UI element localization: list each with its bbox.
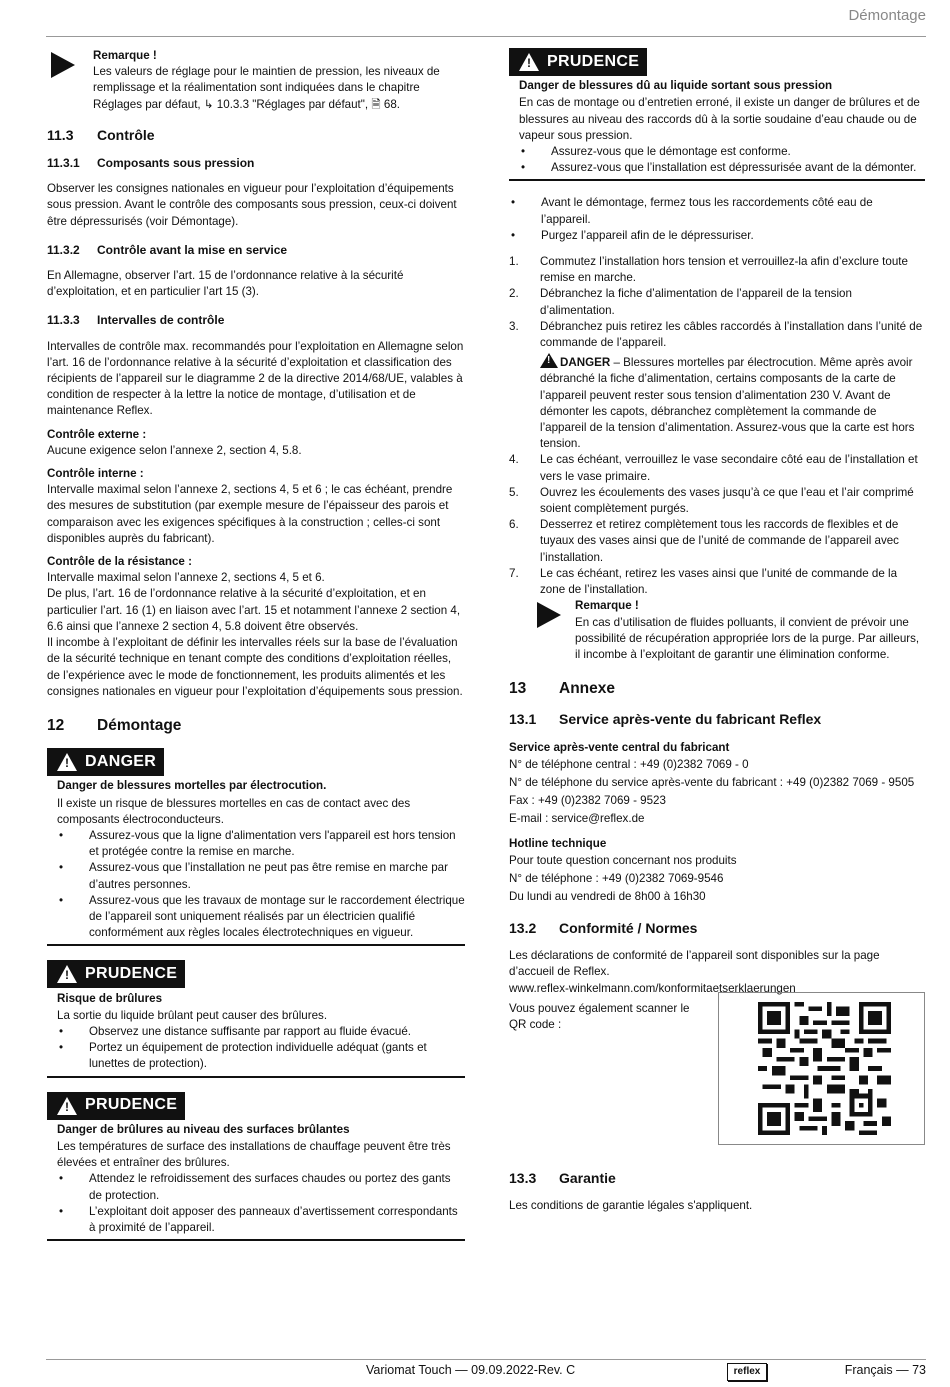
paragraph: Aucune exigence selon l’annexe 2, section 4, 5.8.	[47, 443, 302, 457]
paragraph: Intervalle maximal selon l’annexe 2, sections 4, 5 et 6.	[47, 571, 325, 585]
warn-title: Risque de brûlures	[57, 991, 163, 1005]
hotline-title: Hotline technique	[509, 836, 607, 850]
note-text: En cas d’utilisation de fluides polluants, il convient de prévoir une possibilité de récupération appropriée lors de la purge. Par ailleurs, il incombe à l’exploitant de garantir une élimination conforme.	[575, 615, 920, 661]
left-column	[47, 48, 465, 1255]
list-item: • L’exploitant doit apposer des panneaux d’avertissement correspondants à proximité de l’appareil.	[57, 1204, 465, 1236]
danger-label: ! DANGER	[47, 748, 164, 776]
footer-doc-title: Variomat Touch — 09.09.2022-Rev. C	[366, 1363, 576, 1377]
paragraph: Les déclarations de conformité de l’appareil sont disponibles sur la page d’accueil de Reflex.	[509, 949, 880, 979]
list-item: • Observez une distance suffisante par rapport au fluide évacué.	[57, 1024, 465, 1040]
section-heading: 13.1 Service après-vente du fabricant Reflex	[509, 711, 822, 728]
list-item: • Assurez-vous que le démontage est conforme.	[519, 144, 925, 160]
note-box	[533, 598, 925, 663]
list-item: • Assurez-vous que l’installation est dépressurisée avant de la démonter.	[519, 160, 925, 176]
header-divider	[46, 36, 926, 37]
warn-title: Danger de blessures mortelles par électrocution.	[57, 779, 327, 793]
subsection-heading: 11.3.1 Composants sous pression	[47, 156, 255, 171]
note-text: Les valeurs de réglage pour le maintien de pression, les niveaux de remplissage et la réalimentation sont indiquées dans le chapitre Réglages par défaut, ↳ 10.3.3 "Réglages par défaut", 🗎 68.	[93, 65, 440, 111]
right-column	[509, 48, 925, 1033]
paragraph: Il incombe à l’exploitant de définir les intervalles réels sur la base de l’évaluation de la sécurité technique en tenant compte des conditions d’exploitation réelles, de l’expérience avec le mode de fonctionnement, les produits alimentés et les consignes nationales en vigueur pour l’exploitation d’équipements sous pression.	[47, 636, 463, 698]
qr-caption: Vous pouvez également scanner le QR code :	[509, 1001, 690, 1031]
step-item: 2. Débranchez la fiche d’alimentation de l’appareil de la tension d’alimentation.	[509, 287, 852, 317]
list-item: • Portez un équipement de protection individuelle adéquat (gants et lunettes de protection).	[57, 1040, 465, 1072]
warn-title: Danger de brûlures au niveau des surfaces brûlantes	[57, 1122, 350, 1136]
danger-box	[47, 748, 465, 946]
res-title: Contrôle de la résistance :	[47, 555, 192, 569]
warning-icon: !	[57, 1097, 77, 1115]
inline-danger-note: ! DANGER – Blessures mortelles par électrocution. Même après avoir débranché la fiche d’alimentation, certains composants de la carte de l’appareil peuvent rester sous tension d’alimentation 230 V. Avant de démonter les capots, débranchez complètement la commande de l’appareil de la tension d’alimentation. Assurez-vous que la carte est hors tension.	[540, 355, 915, 451]
caution-label: ! PRUDENCE	[47, 960, 185, 988]
warning-icon: !	[540, 353, 558, 368]
subsection-heading: 11.3.2 Contrôle avant la mise en service	[47, 242, 288, 257]
contact-line: Du lundi au vendredi de 8h00 à 16h30	[509, 889, 706, 903]
conformity-url[interactable]: www.reflex-winkelmann.com/konformitaetserklaerungen	[509, 981, 796, 995]
step-item: 3. Débranchez puis retirez les câbles raccordés à l’installation dans l’unité de commande de l’appareil.	[509, 319, 923, 350]
warning-icon: !	[519, 53, 539, 71]
warning-icon: !	[57, 965, 77, 983]
contact-line: Fax : +49 (0)2382 7069 - 9523	[509, 793, 666, 807]
contact-line: N° de téléphone du service après-vente du fabricant : +49 (0)2382 7069 - 9505	[509, 775, 915, 789]
section-heading: 13.3 Garantie	[509, 1170, 616, 1186]
section-heading: 11.3 Contrôle	[47, 126, 155, 143]
caution-box	[47, 960, 465, 1077]
note-arrow-icon	[537, 602, 561, 628]
contact-line: E-mail : service@reflex.de	[509, 811, 645, 825]
contact-line: N° de téléphone : +49 (0)2382 7069-9546	[509, 871, 724, 885]
note-title: Remarque !	[575, 599, 639, 613]
list-item: • Assurez-vous que l’installation ne peut pas être remise en marche par d’autres personnes.	[57, 860, 465, 892]
step-item: 1. Commutez l’installation hors tension et verrouillez-la afin d’exclure toute remise en marche.	[509, 255, 908, 285]
section-heading: 12 Démontage	[47, 716, 182, 734]
paragraph: Les conditions de garantie légales s'appliquent.	[509, 1199, 753, 1213]
footer-page-number: Français — 73	[844, 1363, 926, 1377]
caution-label: ! PRUDENCE	[509, 48, 647, 76]
qr-code-frame	[718, 992, 925, 1145]
subsection-heading: 11.3.3 Intervalles de contrôle	[47, 313, 225, 328]
reflex-logo: reflex	[727, 1363, 767, 1381]
contact-line: N° de téléphone central : +49 (0)2382 7069 - 0	[509, 757, 749, 771]
caution-box	[47, 1092, 465, 1242]
header-section-title: Démontage	[848, 7, 926, 24]
list-item: • Attendez le refroidissement des surfaces chaudes ou portez des gants de protection.	[57, 1171, 465, 1203]
list-item: • Assurez-vous que la ligne d'alimentation vers l'appareil est hors tension et protégée contre la remise en marche.	[57, 828, 465, 860]
warn-text: La sortie du liquide brûlant peut causer des brûlures.	[57, 1008, 328, 1022]
contact-line: Pour toute question concernant nos produits	[509, 853, 737, 867]
list-item: • Assurez-vous que les travaux de montage sur le raccordement électrique de l’appareil sont uniquement réalisés par un électricien qualifié conformément aux règles locales électrotechniques en vigueur.	[57, 893, 465, 942]
step-item: 5. Ouvrez les écoulements des vases jusqu’à ce que l’eau et l’air comprimé soient complètement purgés.	[509, 485, 914, 516]
paragraph: En Allemagne, observer l’art. 15 de l’ordonnance relative à la sécurité d’exploitation, et en particulier l’art 15 (3).	[47, 269, 404, 299]
qr-code-icon[interactable]	[758, 1002, 891, 1135]
step-item: 4. Le cas échéant, verrouillez le vase secondaire côté eau de l’installation et vers le vase primaire.	[509, 453, 918, 483]
int-title: Contrôle interne :	[47, 467, 144, 481]
step-item: 6. Desserrez et retirez complètement tous les raccords de flexibles et de tuyaux des vases ainsi que de l’unité de commande de l’appareil avec l’installation.	[509, 518, 899, 564]
warning-icon: !	[57, 753, 77, 771]
note-box	[47, 48, 465, 113]
section-heading: 13.2 Conformité / Normes	[509, 919, 698, 936]
paragraph: De plus, l’art. 16 de l’ordonnance relative à la sécurité d’exploitation, et en particulier l’art. 16 (1) en liaison avec l’art. 15 et notamment l’annexe 2 section 4, 6.6 ainsi que l’annexe 2 section 4, 5.8 doivent être observés.	[47, 587, 461, 633]
note-title: Remarque !	[93, 49, 157, 62]
caution-box	[509, 48, 925, 181]
footer-divider	[46, 1359, 926, 1360]
step-item: 7. Le cas échéant, retirez les vases ainsi que l’unité de commande de la zone de l’installation.	[509, 566, 898, 597]
warn-title: Danger de blessures dû au liquide sortant sous pression	[519, 79, 833, 93]
list-item: • Purgez l’appareil afin de le dépressuriser.	[509, 228, 925, 244]
note-arrow-icon	[51, 52, 75, 78]
paragraph: Observer les consignes nationales en vigueur pour l’exploitation d’équipements sous pression. Avant le contrôle des composants sous pression, ceux-ci doivent être dépressurisés (voir Démontage).	[47, 182, 457, 228]
svc-title: Service après-vente central du fabricant	[509, 740, 730, 754]
paragraph: Intervalles de contrôle max. recommandés pour l’exploitation en Allemagne selon l’art. 16 de l’ordonnance relative à la sécurité d’exploitation et classification des récipients de l’appareil sur le diagramme 2 de la directive 2014/68/UE, valables à condition de respecter à la lettre la notice de montage, d’utilisation et de maintenance Reflex.	[47, 339, 464, 418]
caution-label: ! PRUDENCE	[47, 1092, 185, 1120]
warn-text: Les températures de surface des installations de chauffage peuvent être très élevées et entraîner des brûlures.	[57, 1139, 451, 1170]
ext-title: Contrôle externe :	[47, 427, 147, 441]
section-heading: 13 Annexe	[509, 680, 615, 698]
list-item: • Avant le démontage, fermez tous les raccordements côté eau de l’appareil.	[509, 195, 925, 227]
paragraph: Intervalle maximal selon l’annexe 2, sections 4, 5 et 6 ; le cas échéant, prendre des mesures de substitution (par exemple mesure de l’épaisseur des parois et comparaison avec les exigences spécifiques à la construction ; celles-ci sont disponibles auprès du fabricant).	[47, 483, 453, 545]
warn-text: En cas de montage ou d’entretien erroné, il existe un danger de brûlures et de blessures au niveau des raccords dû à la sortie soudaine d’eau chaude ou de vapeur sous pression.	[519, 96, 920, 142]
warn-text: Il existe un risque de blessures mortelles en cas de contact avec des composants électroconducteurs.	[57, 796, 411, 826]
